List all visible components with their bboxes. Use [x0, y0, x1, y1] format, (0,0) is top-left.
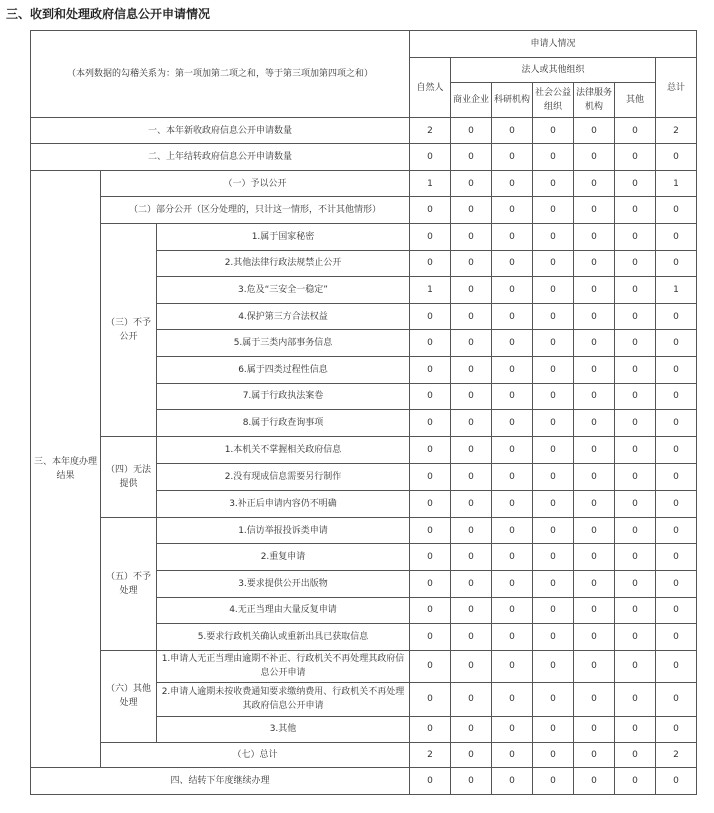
- cell-value: 0: [492, 544, 533, 571]
- cell-value: 0: [410, 463, 451, 490]
- cell-value: 0: [533, 277, 574, 304]
- cell-value: 0: [492, 490, 533, 517]
- row-label: 3.补正后申请内容仍不明确: [157, 490, 410, 517]
- cell-value: 0: [492, 742, 533, 767]
- subgroup-label: （五）不予处理: [101, 517, 157, 650]
- cell-value: 0: [615, 570, 656, 597]
- cell-value: 0: [451, 436, 492, 463]
- application-table: [30, 30, 697, 795]
- cell-value: 0: [615, 436, 656, 463]
- header-business: 商业企业: [451, 83, 492, 118]
- row-label: （二）部分公开（区分处理的，只计这一情形，不计其他情形）: [101, 197, 410, 224]
- cell-value: 0: [615, 716, 656, 742]
- cell-value: 0: [492, 597, 533, 624]
- row-label: 4.无正当理由大量反复申请: [157, 597, 410, 624]
- cell-value: 0: [533, 436, 574, 463]
- cell-value: 0: [451, 356, 492, 383]
- cell-value: 0: [656, 410, 697, 437]
- cell-value: 0: [574, 436, 615, 463]
- cell-value: 0: [451, 410, 492, 437]
- cell-value: 0: [533, 570, 574, 597]
- cell-value: 0: [615, 767, 656, 794]
- cell-value: 0: [656, 682, 697, 716]
- cell-value: 0: [574, 650, 615, 682]
- cell-value: 0: [410, 197, 451, 224]
- cell-value: 0: [656, 383, 697, 410]
- cell-value: 0: [451, 716, 492, 742]
- header-legal-service: 法律服务机构: [574, 83, 615, 118]
- cell-value: 2: [410, 118, 451, 144]
- cell-value: 0: [656, 490, 697, 517]
- cell-value: 0: [410, 570, 451, 597]
- cell-value: 0: [410, 650, 451, 682]
- cell-value: 0: [615, 330, 656, 357]
- cell-value: 0: [574, 383, 615, 410]
- header-applicant: 申请人情况: [410, 31, 697, 58]
- cell-value: 0: [451, 383, 492, 410]
- row-label: 4.保护第三方合法权益: [157, 303, 410, 330]
- cell-value: 0: [492, 250, 533, 277]
- cell-value: 0: [574, 277, 615, 304]
- cell-value: 0: [492, 383, 533, 410]
- cell-value: 0: [533, 716, 574, 742]
- row-label: 2.重复申请: [157, 544, 410, 571]
- cell-value: 0: [410, 224, 451, 251]
- cell-value: 0: [615, 356, 656, 383]
- cell-value: 0: [492, 118, 533, 144]
- cell-value: 0: [574, 742, 615, 767]
- cell-value: 0: [533, 118, 574, 144]
- cell-value: 0: [492, 463, 533, 490]
- cell-value: 0: [615, 463, 656, 490]
- cell-value: 0: [533, 682, 574, 716]
- cell-value: 0: [574, 118, 615, 144]
- row-label: 二、上年结转政府信息公开申请数量: [31, 144, 410, 171]
- cell-value: 0: [615, 624, 656, 651]
- row-label: 3.要求提供公开出版物: [157, 570, 410, 597]
- cell-value: 0: [410, 303, 451, 330]
- cell-value: 0: [615, 742, 656, 767]
- table-row: [31, 650, 697, 682]
- cell-value: 0: [574, 303, 615, 330]
- header-other: 其他: [615, 83, 656, 118]
- cell-value: 0: [615, 490, 656, 517]
- table-row: [31, 742, 697, 767]
- cell-value: 0: [656, 517, 697, 544]
- cell-value: 0: [656, 250, 697, 277]
- cell-value: 0: [492, 330, 533, 357]
- cell-value: 0: [574, 410, 615, 437]
- cell-value: 0: [656, 330, 697, 357]
- row-label: 1.申请人无正当理由逾期不补正、行政机关不再处理其政府信息公开申请: [157, 650, 410, 682]
- cell-value: 0: [615, 277, 656, 304]
- row-label: 一、本年新收政府信息公开申请数量: [31, 118, 410, 144]
- header-public-welfare: 社会公益组织: [533, 83, 574, 118]
- cell-value: 0: [656, 767, 697, 794]
- cell-value: 0: [533, 650, 574, 682]
- cell-value: 0: [533, 742, 574, 767]
- cell-value: 0: [656, 144, 697, 171]
- cell-value: 0: [451, 544, 492, 571]
- header-legal-org: 法人或其他组织: [451, 58, 656, 83]
- cell-value: 2: [656, 742, 697, 767]
- cell-value: 0: [615, 303, 656, 330]
- table-row: [31, 197, 697, 224]
- cell-value: 0: [410, 624, 451, 651]
- cell-value: 0: [574, 224, 615, 251]
- table-row: [31, 118, 697, 144]
- cell-value: 0: [656, 597, 697, 624]
- row-label: 5.属于三类内部事务信息: [157, 330, 410, 357]
- cell-value: 0: [410, 144, 451, 171]
- cell-value: 0: [410, 490, 451, 517]
- cell-value: 0: [615, 171, 656, 197]
- header-total: 总计: [656, 58, 697, 118]
- cell-value: 0: [574, 197, 615, 224]
- cell-value: 0: [492, 410, 533, 437]
- cell-value: 0: [574, 570, 615, 597]
- group-label-results: 三、本年度办理结果: [31, 171, 101, 768]
- section-title: 三、收到和处理政府信息公开申请情况: [6, 7, 211, 21]
- cell-value: 0: [533, 171, 574, 197]
- cell-value: 0: [574, 716, 615, 742]
- cell-value: 0: [451, 570, 492, 597]
- row-label: 四、结转下年度继续办理: [31, 767, 410, 794]
- table-row: [31, 171, 697, 197]
- cell-value: 0: [533, 517, 574, 544]
- cell-value: 0: [492, 436, 533, 463]
- cell-value: 0: [656, 716, 697, 742]
- cell-value: 0: [451, 767, 492, 794]
- cell-value: 0: [492, 303, 533, 330]
- cell-value: 0: [656, 224, 697, 251]
- cell-value: 0: [533, 624, 574, 651]
- cell-value: 0: [615, 544, 656, 571]
- cell-value: 0: [574, 517, 615, 544]
- cell-value: 0: [451, 303, 492, 330]
- cell-value: 0: [410, 517, 451, 544]
- header-natural-person: 自然人: [410, 58, 451, 118]
- cell-value: 0: [410, 544, 451, 571]
- cell-value: 0: [492, 197, 533, 224]
- cell-value: 0: [574, 356, 615, 383]
- row-label: 3.危及“三安全一稳定”: [157, 277, 410, 304]
- table-row: [31, 144, 697, 171]
- cell-value: 0: [574, 597, 615, 624]
- row-label: 7.属于行政执法案卷: [157, 383, 410, 410]
- cell-value: 0: [410, 682, 451, 716]
- cell-value: 0: [615, 250, 656, 277]
- cell-value: 0: [451, 682, 492, 716]
- cell-value: 0: [533, 144, 574, 171]
- subgroup-label: （三）不予公开: [101, 224, 157, 437]
- cell-value: 0: [615, 597, 656, 624]
- cell-value: 0: [533, 383, 574, 410]
- row-label: 1.信访举报投诉类申请: [157, 517, 410, 544]
- cell-value: 0: [451, 250, 492, 277]
- row-label: 6.属于四类过程性信息: [157, 356, 410, 383]
- subgroup-label: （四）无法提供: [101, 436, 157, 517]
- cell-value: 0: [492, 144, 533, 171]
- cell-value: 0: [492, 767, 533, 794]
- cell-value: 0: [533, 597, 574, 624]
- cell-value: 0: [492, 570, 533, 597]
- cell-value: 0: [451, 490, 492, 517]
- row-label: 8.属于行政查询事项: [157, 410, 410, 437]
- subgroup-label: （六）其他处理: [101, 650, 157, 742]
- cell-value: 0: [451, 597, 492, 624]
- cell-value: 0: [451, 624, 492, 651]
- row-label: 2.其他法律行政法规禁止公开: [157, 250, 410, 277]
- cell-value: 0: [492, 624, 533, 651]
- cell-value: 0: [615, 682, 656, 716]
- cell-value: 0: [656, 197, 697, 224]
- cell-value: 0: [574, 624, 615, 651]
- cell-value: 0: [574, 330, 615, 357]
- cell-value: 0: [451, 224, 492, 251]
- cell-value: 0: [533, 767, 574, 794]
- cell-value: 0: [410, 383, 451, 410]
- cell-value: 0: [574, 171, 615, 197]
- cell-value: 0: [451, 517, 492, 544]
- cell-value: 0: [492, 682, 533, 716]
- cell-value: 0: [615, 224, 656, 251]
- cell-value: 0: [533, 356, 574, 383]
- cell-value: 0: [451, 277, 492, 304]
- cell-value: 0: [451, 650, 492, 682]
- cell-value: 0: [533, 330, 574, 357]
- cell-value: 0: [615, 197, 656, 224]
- cell-value: 0: [492, 277, 533, 304]
- cell-value: 0: [492, 356, 533, 383]
- table-row: [31, 517, 697, 544]
- row-label: （七）总计: [101, 742, 410, 767]
- cell-value: 1: [410, 277, 451, 304]
- cell-value: 0: [451, 330, 492, 357]
- row-label: 2.申请人逾期未按收费通知要求缴纳费用、行政机关不再处理其政府信息公开申请: [157, 682, 410, 716]
- cell-value: 0: [451, 171, 492, 197]
- cell-value: 0: [410, 356, 451, 383]
- cell-value: 0: [451, 463, 492, 490]
- cell-value: 0: [451, 144, 492, 171]
- cell-value: 0: [656, 463, 697, 490]
- table-row: [31, 436, 697, 463]
- cell-value: 0: [656, 303, 697, 330]
- cell-value: 0: [656, 436, 697, 463]
- cell-value: 0: [410, 597, 451, 624]
- cell-value: 0: [492, 171, 533, 197]
- cell-value: 0: [656, 624, 697, 651]
- cell-value: 0: [574, 767, 615, 794]
- cell-value: 0: [492, 650, 533, 682]
- cell-value: 0: [533, 463, 574, 490]
- cell-value: 1: [656, 171, 697, 197]
- row-label: 3.其他: [157, 716, 410, 742]
- row-label: 2.没有现成信息需要另行制作: [157, 463, 410, 490]
- cell-value: 0: [533, 303, 574, 330]
- cell-value: 0: [615, 118, 656, 144]
- header-research: 科研机构: [492, 83, 533, 118]
- cell-value: 0: [533, 250, 574, 277]
- cell-value: 0: [615, 650, 656, 682]
- cell-value: 2: [656, 118, 697, 144]
- cell-value: 0: [410, 330, 451, 357]
- row-label: 1.本机关不掌握相关政府信息: [157, 436, 410, 463]
- cell-value: 0: [615, 517, 656, 544]
- cell-value: 0: [533, 544, 574, 571]
- table-row: [31, 224, 697, 251]
- cell-value: 0: [615, 410, 656, 437]
- cell-value: 0: [451, 118, 492, 144]
- cell-value: 0: [574, 544, 615, 571]
- cell-value: 2: [410, 742, 451, 767]
- cell-value: 0: [533, 224, 574, 251]
- cell-value: 0: [656, 570, 697, 597]
- cell-value: 1: [656, 277, 697, 304]
- cell-value: 0: [451, 197, 492, 224]
- cell-value: 0: [533, 197, 574, 224]
- cell-value: 1: [410, 171, 451, 197]
- cell-value: 0: [574, 490, 615, 517]
- cell-value: 0: [533, 410, 574, 437]
- cell-value: 0: [615, 383, 656, 410]
- cell-value: 0: [574, 250, 615, 277]
- cell-value: 0: [410, 436, 451, 463]
- row-label: 5.要求行政机关确认或重新出具已获取信息: [157, 624, 410, 651]
- cell-value: 0: [492, 517, 533, 544]
- cell-value: 0: [615, 144, 656, 171]
- cell-value: 0: [410, 250, 451, 277]
- cell-value: 0: [574, 144, 615, 171]
- cell-value: 0: [656, 544, 697, 571]
- cell-value: 0: [492, 224, 533, 251]
- cell-value: 0: [492, 716, 533, 742]
- cell-value: 0: [656, 650, 697, 682]
- row-label: （一）予以公开: [101, 171, 410, 197]
- cell-value: 0: [451, 742, 492, 767]
- table-row: [31, 767, 697, 794]
- cell-value: 0: [410, 767, 451, 794]
- header-note: （本列数据的勾稽关系为：第一项加第二项之和，等于第三项加第四项之和）: [31, 31, 410, 118]
- cell-value: 0: [410, 410, 451, 437]
- cell-value: 0: [410, 716, 451, 742]
- cell-value: 0: [656, 356, 697, 383]
- cell-value: 0: [574, 463, 615, 490]
- cell-value: 0: [574, 682, 615, 716]
- cell-value: 0: [533, 490, 574, 517]
- row-label: 1.属于国家秘密: [157, 224, 410, 251]
